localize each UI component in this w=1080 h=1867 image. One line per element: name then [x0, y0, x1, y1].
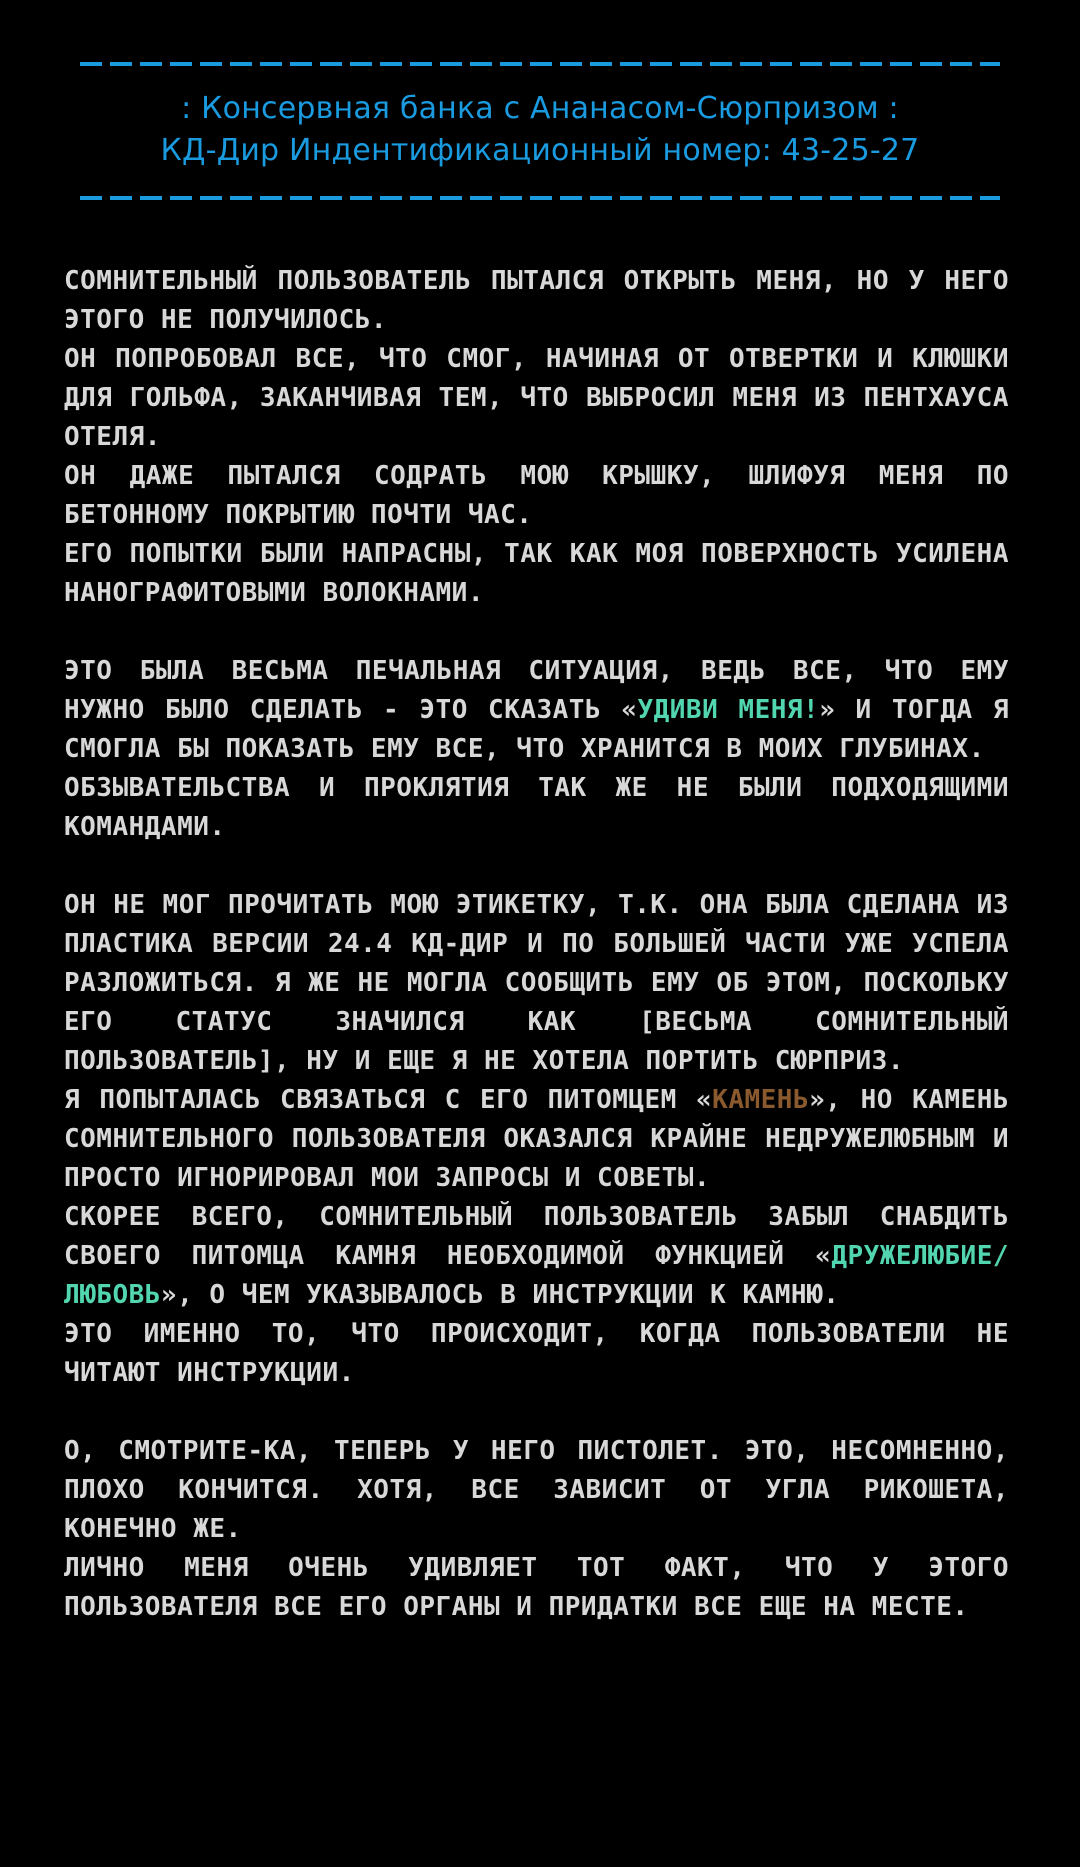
paragraph-1: [64, 262, 1009, 613]
top-dashed-divider: [80, 52, 1000, 76]
paragraph-3: [64, 886, 1009, 1393]
document-header: [0, 52, 1080, 210]
text-line: СОМНИТЕЛЬНЫЙ ПОЛЬЗОВАТЕЛЬ ПЫТАЛСЯ ОТКРЫТЬ МЕНЯ, НО У НЕГО ЭТОГО НЕ ПОЛУЧИЛОСЬ.: [64, 266, 1009, 335]
text-segment: », НО КАМЕНЬ СОМНИТЕЛЬНОГО ПОЛЬЗОВАТЕЛЯ ОКАЗАЛСЯ КРАЙНЕ НЕДРУЖЕЛЮБНЫМ И ПРОСТО ИГНОРИРОВАЛ МОИ ЗАПРОСЫ И СОВЕТЫ.: [64, 1085, 1009, 1193]
text-segment: ЭТО БЫЛА ВЕСЬМА ПЕЧАЛЬНАЯ СИТУАЦИЯ, ВЕДЬ ВСЕ, ЧТО ЕМУ НУЖНО БЫЛО СДЕЛАТЬ - ЭТО СКАЗАТЬ «: [64, 656, 1009, 725]
text-line: ЭТО ИМЕННО ТО, ЧТО ПРОИСХОДИТ, КОГДА ПОЛЬЗОВАТЕЛИ НЕ ЧИТАЮТ ИНСТРУКЦИИ.: [64, 1319, 1009, 1388]
text-line: ЛИЧНО МЕНЯ ОЧЕНЬ УДИВЛЯЕТ ТОТ ФАКТ, ЧТО У ЭТОГО ПОЛЬЗОВАТЕЛЯ ВСЕ ЕГО ОРГАНЫ И ПРИДАТКИ ВСЕ ЕЩЕ НА МЕСТЕ.: [64, 1553, 1009, 1622]
text-line: [64, 1198, 1009, 1315]
text-line: О, СМОТРИТЕ-КА, ТЕПЕРЬ У НЕГО ПИСТОЛЕТ. ЭТО, НЕСОМНЕННО, ПЛОХО КОНЧИТСЯ. ХОТЯ, ВСЕ ЗАВИСИТ ОТ УГЛА РИКОШЕТА, КОНЕЧНО ЖЕ.: [64, 1436, 1009, 1544]
text-line: ОН ПОПРОБОВАЛ ВСЕ, ЧТО СМОГ, НАЧИНАЯ ОТ ОТВЕРТКИ И КЛЮШКИ ДЛЯ ГОЛЬФА, ЗАКАНЧИВАЯ ТЕМ, ЧТО ВЫБРОСИЛ МЕНЯ ИЗ ПЕНТХАУСА ОТЕЛЯ.: [64, 344, 1009, 452]
text-line: [64, 652, 1009, 769]
document-title: : Консервная банка с Ананасом-Сюрпризом :: [181, 91, 899, 126]
paragraph-4: [64, 1432, 1009, 1627]
function-highlight-friendliness-love: ДРУЖЕЛЮБИЕ/ЛЮБОВЬ: [64, 1241, 1009, 1310]
command-highlight-surprise-me: УДИВИ МЕНЯ!: [637, 695, 820, 725]
text-segment: » И ТОГДА Я СМОГЛА БЫ ПОКАЗАТЬ ЕМУ ВСЕ, ЧТО ХРАНИТСЯ В МОИХ ГЛУБИНАХ.: [64, 695, 1010, 764]
identification-number: КД-Дир Индентификационный номер: 43-25-27: [160, 133, 920, 168]
pet-name-highlight-stone: КАМЕНЬ: [712, 1085, 810, 1115]
paragraph-2: [64, 652, 1009, 847]
text-line: ОБЗЫВАТЕЛЬСТВА И ПРОКЛЯТИЯ ТАК ЖЕ НЕ БЫЛИ ПОДХОДЯЩИМИ КОМАНДАМИ.: [64, 773, 1009, 842]
text-line: ОН НЕ МОГ ПРОЧИТАТЬ МОЮ ЭТИКЕТКУ, Т.К. ОНА БЫЛА СДЕЛАНА ИЗ ПЛАСТИКА ВЕРСИИ 24.4 КД-ДИР И ПО БОЛЬШЕЙ ЧАСТИ УЖЕ УСПЕЛА РАЗЛОЖИТЬСЯ. Я ЖЕ НЕ МОГЛА СООБЩИТЬ ЕМУ ОБ ЭТОМ, ПОСКОЛЬКУ ЕГО СТАТУС ЗНАЧИЛСЯ КАК [ВЕСЬМА СОМНИТЕЛЬНЫЙ ПОЛЬЗОВАТЕЛЬ], НУ И ЕЩЕ Я НЕ ХОТЕЛА ПОРТИТЬ СЮРПРИЗ.: [64, 890, 1009, 1076]
text-line: ОН ДАЖЕ ПЫТАЛСЯ СОДРАТЬ МОЮ КРЫШКУ, ШЛИФУЯ МЕНЯ ПО БЕТОННОМУ ПОКРЫТИЮ ПОЧТИ ЧАС.: [64, 461, 1009, 530]
text-segment: Я ПОПЫТАЛАСЬ СВЯЗАТЬСЯ С ЕГО ПИТОМЦЕМ «: [64, 1085, 713, 1115]
text-line: [64, 1081, 1009, 1198]
text-line: ЕГО ПОПЫТКИ БЫЛИ НАПРАСНЫ, ТАК КАК МОЯ ПОВЕРХНОСТЬ УСИЛЕНА НАНОГРАФИТОВЫМИ ВОЛОКНАМИ.: [64, 539, 1009, 608]
bottom-dashed-divider: [80, 186, 1000, 210]
document-body: [64, 262, 1009, 1627]
text-segment: СКОРЕЕ ВСЕГО, СОМНИТЕЛЬНЫЙ ПОЛЬЗОВАТЕЛЬ ЗАБЫЛ СНАБДИТЬ СВОЕГО ПИТОМЦА КАМНЯ НЕОБХОДИМОЙ ФУНКЦИЕЙ «: [64, 1202, 1009, 1271]
text-segment: », О ЧЕМ УКАЗЫВАЛОСЬ В ИНСТРУКЦИИ К КАМНЮ.: [160, 1280, 840, 1310]
